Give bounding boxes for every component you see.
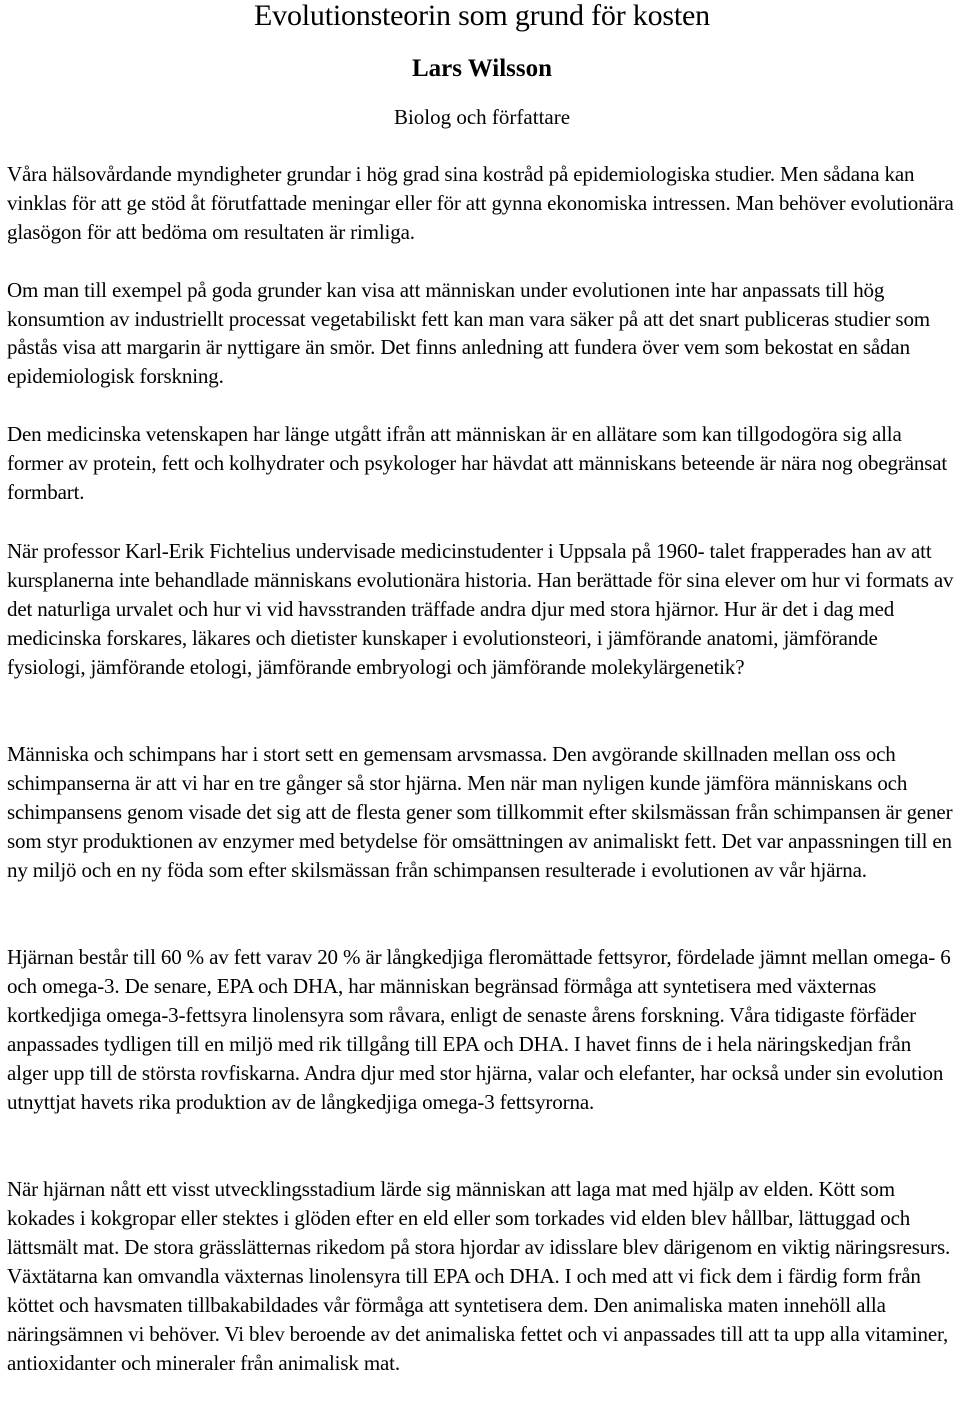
paragraph: Om man till exempel på goda grunder kan visa att människan under evolutionen inte har anpassats till hög konsumtion av industriellt processat vegetabiliskt fett kan man vara säker på att det snart publiceras studier som påstås visa att margarin är nyttigare än smör. Det finns anledning att fundera över vem som bekostat en sådan epidemiologisk forskning. xyxy=(7,278,930,388)
author-role: Biolog och författare xyxy=(393,105,571,129)
paragraph: Våra hälsovårdande myndigheter grundar i hög grad sina kostråd på epidemiologiska studier. Men sådana kan vinklas för att ge stöd åt förutfattade meningar eller för att gynna ekonomiska intressen. Man behöver evolutionära glasögon för att bedöma om resultaten är rimliga. xyxy=(7,162,954,244)
paragraph: När hjärnan nått ett visst utvecklingsstadium lärde sig människan att laga mat med hjälp av elden. Kött som kokades i kokgropar eller stektes i glöden efter en eld eller som torkades vid elden blev hållbar, lättuggad och lättsmält mat. De stora grässlätternas rikedom på stora hjordar av idisslare blev därigenom en viktig näringsresurs. Växtätarna kan omvandla växternas linolensyra till EPA och DHA. I och med att vi fick dem i färdig form från köttet och havsmaten tillbakabildades vår förmåga att syntetisera dem. Den animaliska maten innehöll alla näringsämnen vi behöver. Vi blev beroende av det animaliska fettet och vi anpassades till att ta upp alla vitaminer, antioxidanter och mineraler från animalisk mat. xyxy=(7,1177,951,1375)
paragraph-intro xyxy=(7,160,957,247)
author-name: Lars Wilsson xyxy=(411,55,553,82)
document-title: Evolutionsteorin som grund för kosten xyxy=(254,0,710,32)
paragraph-brain-fat xyxy=(7,943,957,1117)
paragraph: Människa och schimpans har i stort sett en gemensam arvsmassa. Den avgörande skillnaden mellan oss och schimpanserna är att vi har en tre gånger så stor hjärna. Men när man nyligen kunde jämföra människans och schimpansens genom visade det sig att de flesta gener som tillkommit efter skilsmässan från schimpansen är gener som styr produktionen av enzymer med betydelse för omsättningen av animaliskt fett. Det var anpassningen till en ny miljö och en ny föda som efter skilsmässan från schimpansen resulterade i evolutionen av vår hjärna. xyxy=(7,742,953,882)
paragraph-fichtelius xyxy=(7,537,957,682)
paragraph-omnivore xyxy=(7,420,957,507)
paragraph: När professor Karl-Erik Fichtelius undervisade medicinstudenter i Uppsala på 1960- talet frapperades han av att kursplanerna inte behandlade människans evolutionära historia. Han berättade för sina elever om hur vi formats av det naturliga urvalet och hur vi vid havsstranden träffade andra djur med stora hjärnor. Hur är det i dag med medicinska forskares, läkares och dietister kunskaper i evolutionsteori, i jämförande anatomi, jämförande fysiologi, jämförande etologi, jämförande embryologi och jämförande molekylärgenetik? xyxy=(7,539,954,679)
paragraph: Hjärnan består till 60 % av fett varav 20 % är långkedjiga fleromättade fettsyror, fördelade jämnt mellan omega- 6 och omega-3. De senare, EPA och DHA, har människan begränsad förmåga att syntetisera med växternas kortkedjiga omega-3-fettsyra linolensyra som råvara, enligt de senaste årens forskning. Våra tidigaste förfäder anpassades tydligen till en miljö med rik tillgång till EPA och DHA. I havet finns de i hela näringskedjan från alger upp till de största rovfiskarna. Andra djur med stor hjärna, valar och elefanter, har också under sin evolution utnyttjat havets rika produktion av de långkedjiga omega-3 fettsyrorna. xyxy=(7,945,951,1114)
paragraph-margarine xyxy=(7,276,957,390)
paragraph-chimpanzee xyxy=(7,740,957,885)
paragraph-cooking xyxy=(7,1175,957,1378)
paragraph: Den medicinska vetenskapen har länge utgått ifrån att människan är en allätare som kan tillgodogöra sig alla former av protein, fett och kolhydrater och psykologer har hävdat att människans beteende är nära nog obegränsat formbart. xyxy=(7,422,948,504)
